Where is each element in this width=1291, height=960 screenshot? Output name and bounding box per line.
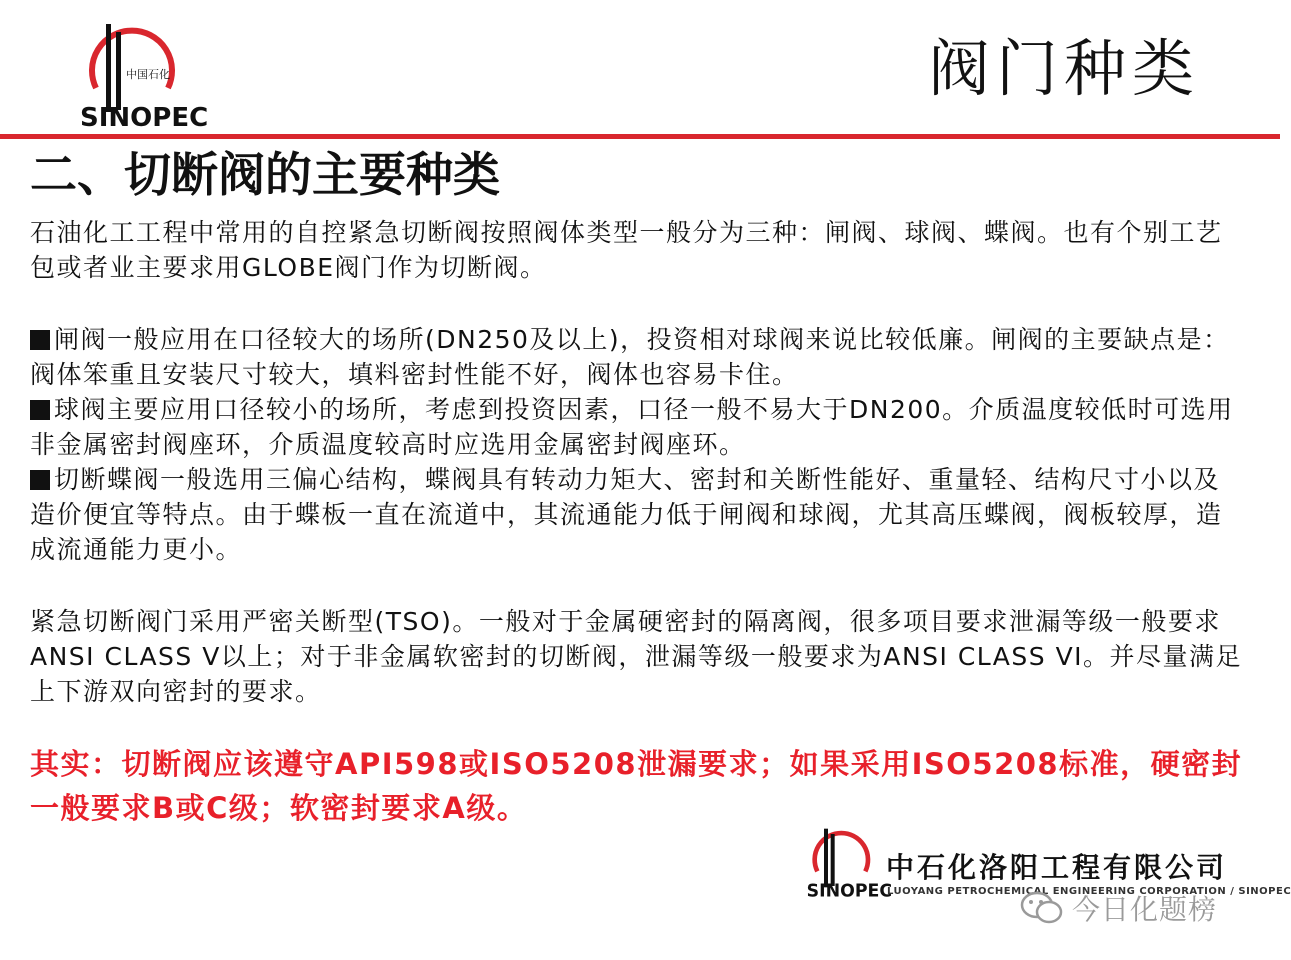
bullet-text: 球阀主要应用口径较小的场所，考虑到投资因素，口径一般不易大于DN200。介质温度较低时可选用非金属密封阀座环，介质温度较高时应选用金属密封阀座环。 [30, 395, 1234, 459]
company-name-cn: 中石化洛阳工程有限公司 [886, 851, 1228, 884]
sinopec-logo-icon [76, 18, 209, 133]
slide-title: 阀门种类 [927, 32, 1200, 105]
bullet-gate-valve [30, 322, 1245, 392]
svg-text:中国石化: 中国石化 [126, 68, 170, 81]
wechat-icon [1020, 891, 1064, 925]
bullet-text: 闸阀一般应用在口径较大的场所(DN250及以上)，投资相对球阀来说比较低廉。闸阀的主要缺点是：阀体笨重且安装尺寸较大，填料密封性能不好，阀体也容易卡住。 [30, 325, 1230, 389]
bullet-butterfly-valve [30, 462, 1245, 567]
watermark-text: 今日化题榜 [1072, 893, 1218, 926]
intro-paragraph: 石油化工工程中常用的自控紧急切断阀按照阀体类型一般分为三种：闸阀、球阀、蝶阀。也有个别工艺包或者业主要求用GLOBE阀门作为切断阀。 [30, 218, 1223, 282]
svg-text:SINOPEC: SINOPEC [80, 103, 209, 133]
sinopec-logo-icon [804, 824, 893, 902]
section-heading: 二、切断阀的主要种类 [30, 148, 500, 203]
watermark [1020, 888, 1217, 928]
bullet-list [30, 322, 1245, 567]
leakage-note: 其实：切断阀应该遵守API598或ISO5208泄漏要求；如果采用ISO5208标准，硬密封一般要求B或C级；软密封要求A级。 [30, 747, 1243, 825]
tso-paragraph: 紧急切断阀门采用严密关断型(TSO)。一般对于金属硬密封的隔离阀，很多项目要求泄漏等级一般要求ANSI CLASS V以上；对于非金属软密封的切断阀，泄漏等级一般要求为ANSI CLASS VI。并尽量满足上下游双向密封的要求。 [30, 607, 1243, 706]
square-bullet-icon [30, 330, 50, 350]
header-divider [0, 134, 1280, 139]
svg-text:SINOPEC: SINOPEC [806, 881, 893, 902]
bullet-ball-valve [30, 392, 1245, 462]
square-bullet-icon [30, 400, 50, 420]
bullet-text: 切断蝶阀一般选用三偏心结构，蝶阀具有转动力矩大、密封和关断性能好、重量轻、结构尺寸小以及造价便宜等特点。由于蝶板一直在流道中，其流通能力低于闸阀和球阀，尤其高压蝶阀，阀板较厚，造成流通能力更小。 [30, 465, 1223, 564]
company-name-en: LUOYANG PETROCHEMICAL ENGINEERING CORPORATION / SINOPEC [887, 886, 1291, 897]
square-bullet-icon [30, 470, 50, 490]
